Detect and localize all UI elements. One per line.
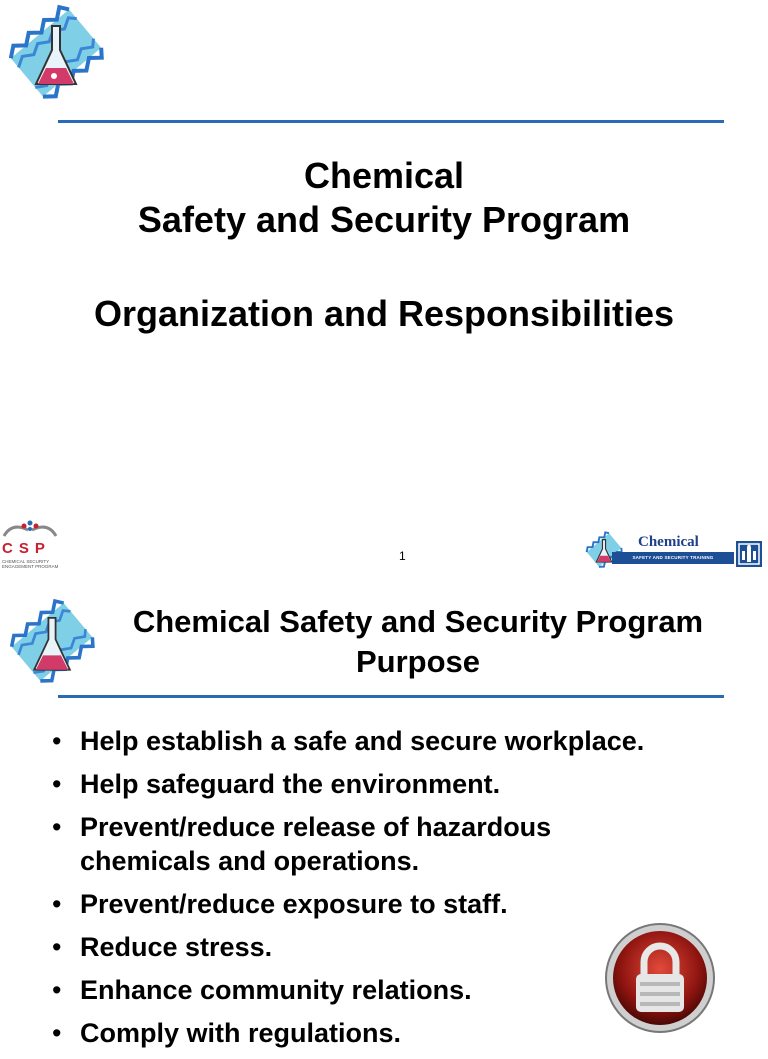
- slide-2-title-line-1: Chemical Safety and Security Program: [132, 604, 704, 639]
- list-item: [50, 887, 730, 921]
- csp-logo: [0, 518, 62, 580]
- sandia-thunderbird-icon: [736, 541, 762, 567]
- slide-2: [0, 592, 768, 1048]
- list-item-text: Prevent/reduce exposure to staff.: [80, 889, 508, 919]
- list-item-text: Enhance community relations.: [80, 975, 472, 1005]
- molecule-wings-icon: [2, 520, 58, 540]
- title-line-1: Chemical: [303, 155, 465, 196]
- list-item-text: Help safeguard the environment.: [80, 769, 501, 799]
- slide-title: [0, 154, 768, 242]
- slide-subtitle: Organization and Responsibilities: [93, 293, 675, 334]
- slide-2-title: [98, 602, 738, 682]
- list-item: [50, 724, 730, 758]
- title-line-2: Safety and Security Program: [137, 199, 631, 240]
- page-number: 1: [399, 549, 406, 563]
- list-item: [50, 767, 730, 801]
- list-item: [50, 810, 640, 878]
- title-rule: [58, 120, 724, 123]
- flask-logo-icon-2: [2, 600, 102, 684]
- list-item-text: Prevent/reduce release of hazardous chemicals and operations.: [80, 812, 552, 876]
- bullet-dot-icon: •: [52, 1018, 62, 1048]
- bullet-dot-icon: •: [52, 726, 62, 756]
- csp-letters: CSP: [2, 540, 51, 557]
- padlock-icon: [604, 922, 716, 1034]
- csp-subtitle: CHEMICAL SECURITY ENGAGEMENT PROGRAM: [2, 559, 59, 569]
- banner-tagline: SAFETY AND SECURITY TRAINING: [612, 552, 734, 564]
- bullet-dot-icon: •: [52, 932, 62, 962]
- bullet-dot-icon: •: [52, 975, 62, 1005]
- flask-logo-icon: [4, 6, 108, 100]
- bullet-dot-icon: •: [52, 889, 62, 919]
- banner-flask-icon: [584, 530, 624, 570]
- slide-2-title-line-2: Purpose: [355, 644, 481, 679]
- list-item-text: Help establish a safe and secure workplace.: [80, 726, 645, 756]
- bullet-dot-icon: •: [52, 812, 62, 842]
- list-item-text: Reduce stress.: [80, 932, 273, 962]
- slide-2-rule: [58, 695, 724, 698]
- list-item-text: Comply with regulations.: [80, 1018, 402, 1048]
- banner-title: Chemical: [638, 534, 699, 550]
- chemical-safety-banner: [584, 530, 764, 572]
- bullet-dot-icon: •: [52, 769, 62, 799]
